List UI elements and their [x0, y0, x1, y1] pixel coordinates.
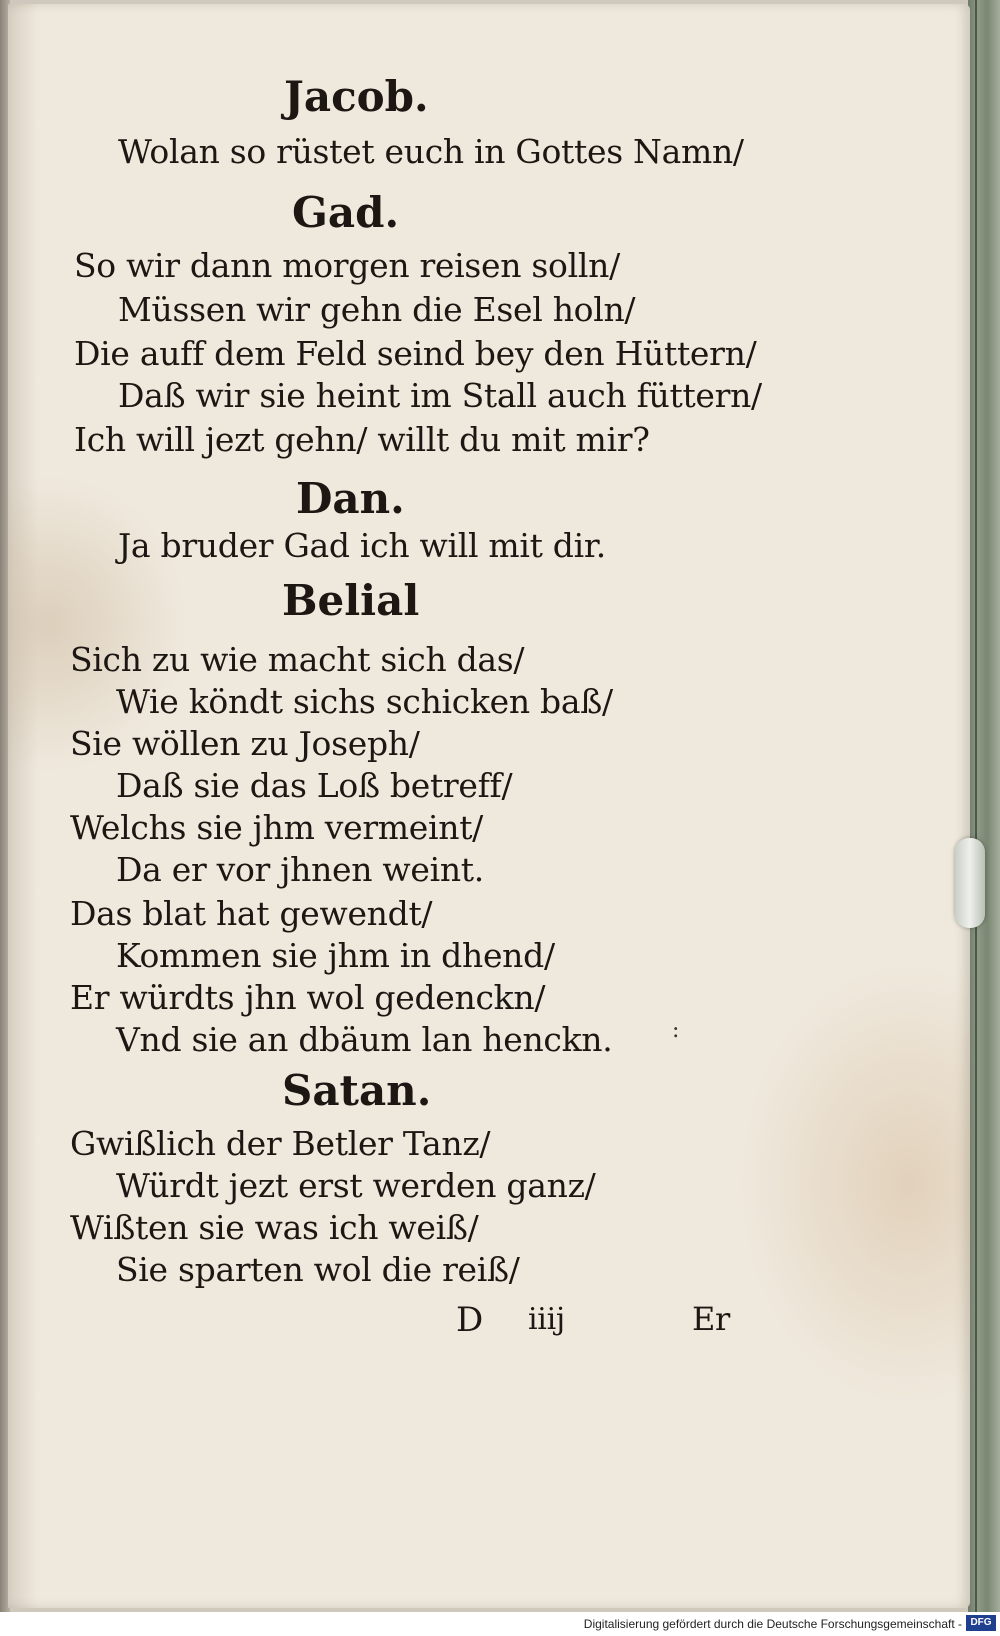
book-cover-edge — [968, 0, 1000, 1612]
funding-credit: Digitalisierung gefördert durch die Deutsche Forschungsgemeinschaft - — [583, 1617, 962, 1631]
stray-mark: : — [672, 1018, 680, 1043]
verse-line: Würdt jezt erst werden ganz/ — [116, 1166, 596, 1205]
speaker-satan: Satan. — [282, 1066, 432, 1115]
verse-line: Ich will jezt gehn/ willt du mit mir? — [74, 420, 650, 459]
verse-line: Wolan so rüstet euch in Gottes Namn/ — [118, 132, 744, 171]
verse-line: Wißten sie was ich weiß/ — [70, 1208, 479, 1247]
verse-line: Daß wir sie heint im Stall auch füttern/ — [118, 376, 762, 415]
verse-line: Kommen sie jhm in dhend/ — [116, 936, 555, 975]
book-page — [8, 4, 970, 1608]
signature-mark: D — [456, 1300, 483, 1340]
verse-line: Gwißlich der Betler Tanz/ — [70, 1124, 491, 1163]
page-clip — [955, 838, 985, 928]
dfg-logo: DFG — [966, 1615, 996, 1631]
catchword: Er — [692, 1300, 731, 1338]
signature-number: iiij — [528, 1302, 565, 1337]
verse-line: Er würdts jhn wol gedenckn/ — [70, 978, 546, 1017]
verse-line: Die auff dem Feld seind bey den Hüttern/ — [74, 334, 757, 373]
speaker-jacob: Jacob. — [284, 72, 429, 121]
verse-line: Das blat hat gewendt/ — [70, 894, 433, 933]
verse-line: Da er vor jhnen weint. — [116, 850, 484, 889]
verse-line: Sie sparten wol die reiß/ — [116, 1250, 520, 1289]
verse-line: Wie köndt sichs schicken baß/ — [116, 682, 613, 721]
speaker-dan: Dan. — [296, 474, 405, 523]
verse-line: Sich zu wie macht sich das/ — [70, 640, 525, 679]
cover-border — [975, 0, 977, 1612]
verse-line: So wir dann morgen reisen solln/ — [74, 246, 620, 285]
verse-line: Welchs sie jhm vermeint/ — [70, 808, 484, 847]
verse-line: Daß sie das Loß betreff/ — [116, 766, 513, 805]
verse-line: Vnd sie an dbäum lan henckn. — [116, 1020, 613, 1059]
verse-line: Sie wöllen zu Joseph/ — [70, 724, 420, 763]
speaker-gad: Gad. — [292, 188, 400, 237]
verse-line: Ja bruder Gad ich will mit dir. — [118, 526, 606, 565]
verse-line: Müssen wir gehn die Esel holn/ — [118, 290, 636, 329]
speaker-belial: Belial — [282, 576, 420, 625]
